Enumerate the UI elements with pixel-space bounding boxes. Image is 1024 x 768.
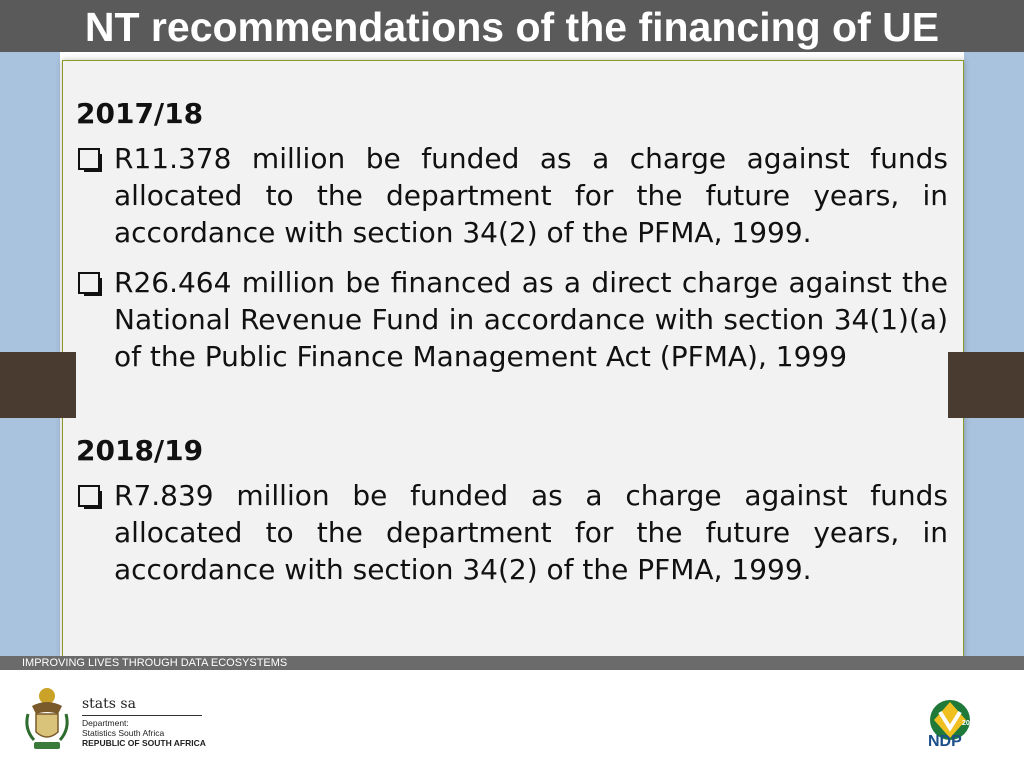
footer-tagline: IMPROVING LIVES THROUGH DATA ECOSYSTEMS [22,657,288,669]
bullet-item [76,264,948,375]
ndp-label: NDP [928,733,962,748]
bullet-text: R26.464 million be financed as a direct charge against the National Revenue Fund in accordance with section 34(1)(a) of the Public Finance Management Act (PFMA), 1999 [114,266,948,373]
department-block [82,718,206,748]
ndp-year: 2030 [962,720,978,727]
checkbox-bullet-icon [78,272,100,294]
checkbox-bullet-icon [78,485,100,507]
department-label: Department: [82,718,129,728]
stats-sa-brand: stats sa [82,696,136,712]
year-heading: 2017/18 [76,97,204,130]
year-heading: 2018/19 [76,434,204,467]
slide-title: NT recommendations of the financing of UE [84,4,940,50]
country-name: REPUBLIC OF SOUTH AFRICA [82,738,206,748]
bullet-text: R7.839 million be funded as a charge against funds allocated to the department for the future years, in accordance with section 34(2) of the PFMA, 1999. [114,479,948,586]
bullet-item [76,140,948,251]
coat-of-arms-icon [22,684,72,754]
department-name: Statistics South Africa [82,728,165,738]
slide-content [76,96,948,588]
bullet-item [76,477,948,588]
bullet-text: R11.378 million be funded as a charge against funds allocated to the department for the future years, in accordance with section 34(2) of the PFMA, 1999. [114,142,948,249]
right-decorative-tab [948,352,1024,418]
brand-divider [82,715,202,716]
ndp-logo-icon [922,698,978,748]
checkbox-bullet-icon [78,148,100,170]
left-decorative-tab [0,352,76,418]
